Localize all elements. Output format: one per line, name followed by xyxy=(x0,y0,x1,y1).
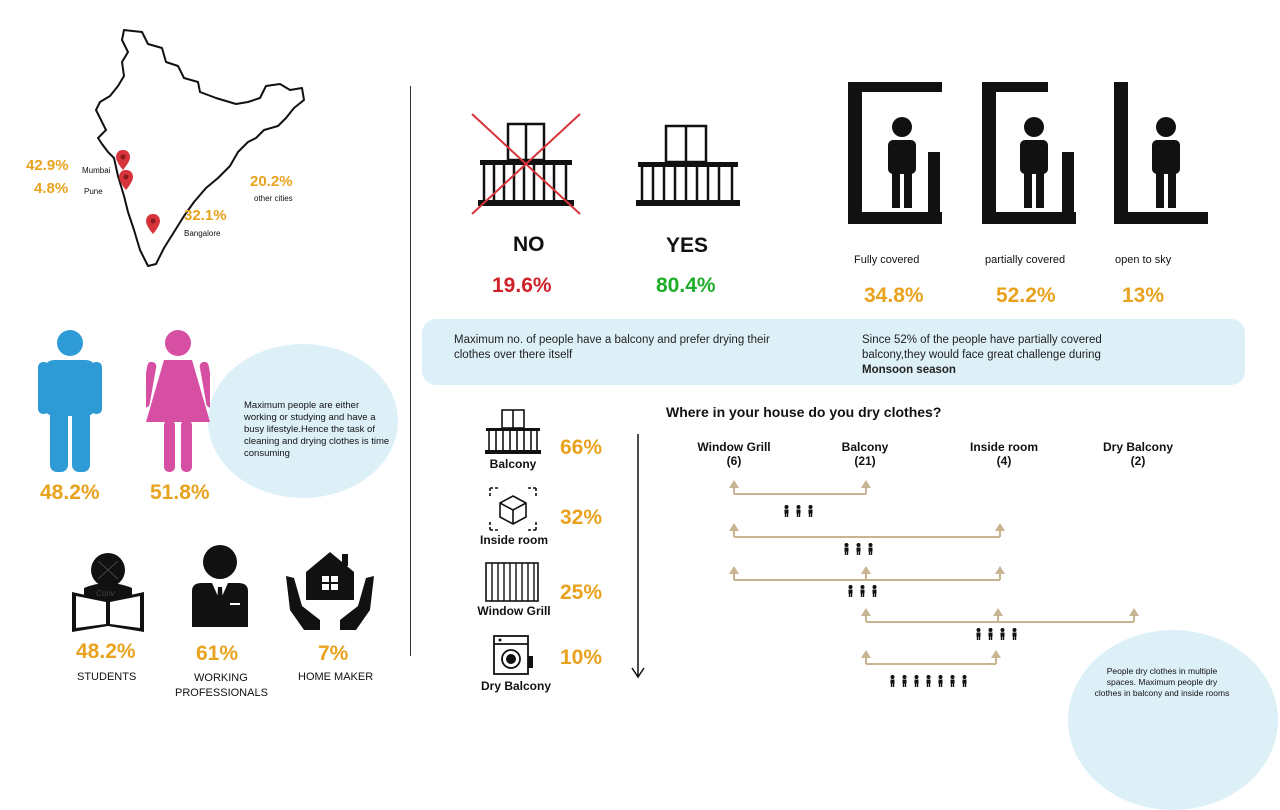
map-pin-bangalore-icon xyxy=(146,214,160,234)
open-to-sky-icon xyxy=(1114,82,1208,224)
male-pct: 48.2% xyxy=(40,481,100,504)
info-right-text: Since 52% of the people have partially covered balcony,they would face great challenge during xyxy=(862,334,1102,361)
students-label: STUDENTS xyxy=(77,671,137,683)
female-icon xyxy=(146,330,210,474)
combination-window-grill-inside-room xyxy=(729,523,1005,555)
place-label-dry-balcony: Dry Balcony xyxy=(480,679,552,693)
info-left-text: Maximum no. of people have a balcony and prefer drying their clothes over there itself xyxy=(454,334,770,361)
male-icon xyxy=(38,330,102,474)
place-balcony-icon xyxy=(484,408,542,456)
home-maker-icon xyxy=(284,548,376,632)
bangalore-pct: 32.1% xyxy=(184,207,227,224)
other-cities-label: other cities xyxy=(254,194,293,203)
mumbai-label: Mumbai xyxy=(82,166,111,175)
home-maker-pct: 7% xyxy=(318,642,349,665)
yes-label: YES xyxy=(666,234,709,257)
column-balcony xyxy=(830,440,900,468)
place-label-window-grill: Window Grill xyxy=(477,604,551,618)
pune-pct: 4.8% xyxy=(34,180,69,197)
open-to-sky-label: open to sky xyxy=(1115,254,1172,266)
place-label-balcony: Balcony xyxy=(489,457,537,471)
place-inside-room-icon xyxy=(488,486,538,532)
column-count: (4) xyxy=(996,454,1012,468)
balcony-yes-icon xyxy=(636,124,740,210)
yes-pct: 80.4% xyxy=(656,274,716,297)
book-text: Conv xyxy=(96,589,115,598)
bangalore-label: Bangalore xyxy=(184,229,221,238)
place-pct-dry-balcony: 10% xyxy=(560,646,603,669)
down-arrow-icon xyxy=(630,434,646,680)
column-window-grill xyxy=(690,440,778,468)
place-dry-balcony-icon xyxy=(492,634,534,676)
working-pct: 61% xyxy=(196,642,239,665)
column-count: (2) xyxy=(1130,454,1146,468)
info-right xyxy=(862,333,1162,378)
column-name: Balcony xyxy=(841,440,889,454)
combination-balcony-inside-room xyxy=(861,650,1001,687)
no-pct: 19.6% xyxy=(492,274,552,297)
place-label-inside-room: Inside room xyxy=(479,533,548,547)
combination-diagram xyxy=(720,474,1150,696)
column-dry-balcony xyxy=(1096,440,1180,468)
home-maker-label: HOME MAKER xyxy=(298,671,374,683)
working-label-2: PROFESSIONALS xyxy=(175,687,268,699)
gender-note: Maximum people are either working or studying and have a busy lifestyle.Hence the task of cleaning and drying clothes is time consuming xyxy=(244,400,390,459)
column-name: Window Grill xyxy=(697,440,771,454)
column-count: (21) xyxy=(854,454,876,468)
section-divider xyxy=(410,86,411,656)
place-pct-balcony: 66% xyxy=(560,436,603,459)
open-to-sky-pct: 13% xyxy=(1122,284,1165,307)
pune-label: Pune xyxy=(84,187,103,196)
map-pin-pune-icon xyxy=(119,170,133,190)
place-pct-inside-room: 32% xyxy=(560,506,603,529)
fully-covered-label: Fully covered xyxy=(854,254,920,266)
info-right-bold: Monsoon season xyxy=(862,364,956,376)
female-pct: 51.8% xyxy=(150,481,210,504)
combination-balcony-inside-room-dry-balcony xyxy=(861,608,1139,640)
working-label-1: WORKING xyxy=(194,672,248,684)
partially-covered-pct: 52.2% xyxy=(996,284,1056,307)
partially-covered-icon xyxy=(982,82,1076,224)
combination-window-grill-balcony xyxy=(729,480,871,517)
map-pin-mumbai-icon xyxy=(116,150,130,170)
multi-space-bubble xyxy=(1068,630,1278,810)
column-name: Dry Balcony xyxy=(1102,440,1174,454)
column-name: Inside room xyxy=(969,440,1038,454)
question-title: Where in your house do you dry clothes? xyxy=(666,404,942,420)
mumbai-pct: 42.9% xyxy=(26,157,69,174)
fully-covered-pct: 34.8% xyxy=(864,284,924,307)
place-pct-window-grill: 25% xyxy=(560,581,603,604)
multi-space-note: People dry clothes in multiple spaces. Maximum people dry clothes in balcony and inside rooms xyxy=(1094,666,1230,698)
column-count: (6) xyxy=(726,454,742,468)
no-label: NO xyxy=(513,233,545,256)
other-cities-pct: 20.2% xyxy=(250,173,293,190)
place-window-grill-icon xyxy=(485,562,539,602)
balcony-no-icon xyxy=(470,112,582,216)
students-pct: 48.2% xyxy=(76,640,136,663)
fully-covered-icon xyxy=(848,82,942,224)
column-inside-room xyxy=(962,440,1046,468)
combination-window-grill-balcony-inside-room xyxy=(729,566,1005,597)
partially-covered-label: partially covered xyxy=(985,254,1066,266)
professional-icon xyxy=(190,545,250,627)
